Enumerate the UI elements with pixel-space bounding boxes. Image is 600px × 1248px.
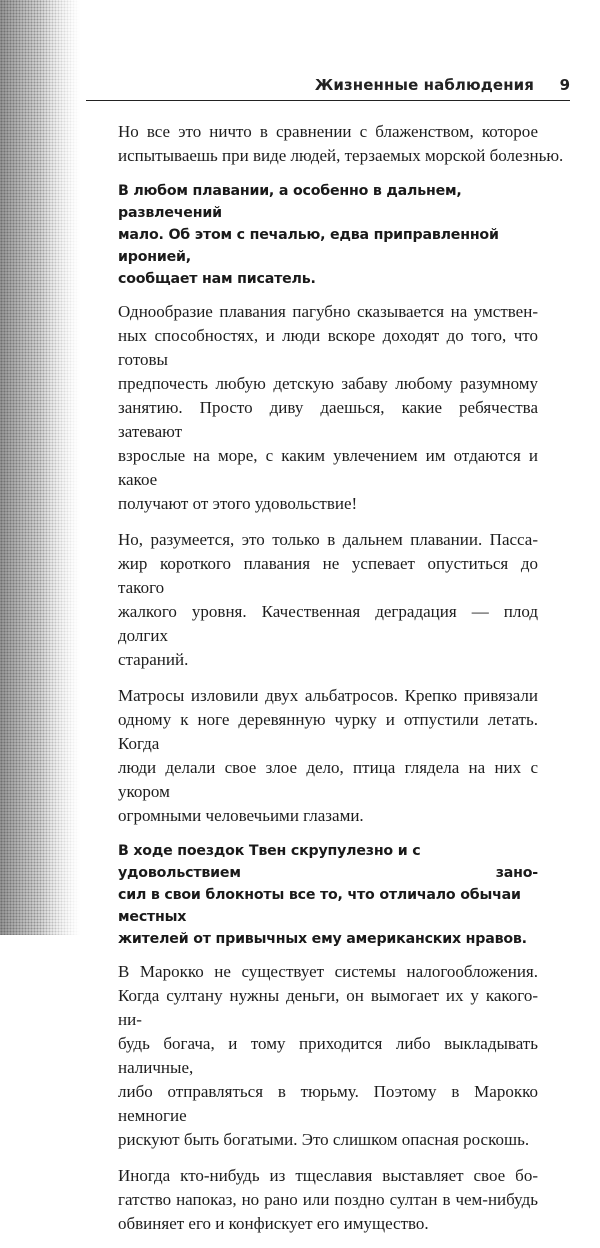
text-line: люди делали свое злое дело, птица глядела на них с укором <box>118 758 538 801</box>
paragraph <box>118 684 538 828</box>
text-line: жир короткого плавания не успевает опуститься до такого <box>118 554 538 597</box>
text-line: либо отправляться в тюрьму. Поэтому в Марокко немногие <box>118 1082 538 1125</box>
text-line: получают от этого удовольствие! <box>118 494 358 513</box>
text-line: жалкого уровня. Качественная деградация — плод долгих <box>118 602 538 645</box>
text-line: В ходе поездок Твен скрупулезно и с удовольствием зано- <box>118 843 538 881</box>
text-line: Когда султану нужны деньги, он вымогает их у какого-ни- <box>118 986 538 1029</box>
text-line: В любом плавании, а особенно в дальнем, развлечений <box>118 183 462 221</box>
text-line: жителей от привычных ему американских нравов. <box>118 931 527 947</box>
text-line: сообщает нам писатель. <box>118 271 316 287</box>
text-line: Иногда кто-нибудь из тщеславия выставляет свое бо- <box>118 1166 538 1185</box>
text-line: гатство напоказ, но рано или поздно султан в чем-нибудь <box>118 1190 538 1209</box>
text-line: Но все это ничто в сравнении с блаженством, которое <box>118 122 538 141</box>
text-line: взрослые на море, с каким увлечением им отдаются и какое <box>118 446 538 489</box>
section-heading <box>118 180 538 290</box>
text-line: стараний. <box>118 650 189 669</box>
section-heading <box>118 840 538 950</box>
text-line: предпочесть любую детскую забаву любому разумному <box>118 374 538 393</box>
running-header <box>86 74 570 101</box>
page-body <box>118 120 564 1248</box>
paragraph <box>118 300 538 516</box>
text-line: будь богача, и тому приходится либо выкладывать наличные, <box>118 1034 538 1077</box>
paragraph <box>118 960 538 1152</box>
text-line: Но, разумеется, это только в дальнем плавании. Пасса- <box>118 530 538 549</box>
text-line: Матросы изловили двух альбатросов. Крепко привязали <box>118 686 538 705</box>
paragraph <box>118 528 538 672</box>
text-line: одному к ноге деревянную чурку и отпустили летать. Когда <box>118 710 538 753</box>
text-line: занятию. Просто диву даешься, какие ребячества затевают <box>118 398 538 441</box>
running-header-title: Жизненные наблюдения <box>314 76 534 94</box>
text-line: В Марокко не существует системы налогообложения. <box>118 962 538 981</box>
text-line: мало. Об этом с печалью, едва приправленной иронией, <box>118 227 499 265</box>
page-number: 9 <box>559 76 570 94</box>
text-line: Однообразие плавания пагубно сказывается на умствен- <box>118 302 538 321</box>
paragraph <box>118 120 564 168</box>
text-line: рискуют быть богатыми. Это слишком опасная роскошь. <box>118 1130 530 1149</box>
text-line: ных способностях, и люди вскоре доходят до того, что готовы <box>118 326 538 369</box>
text-line: обвиняет его и конфискует его имущество. <box>118 1214 429 1233</box>
paragraph <box>118 1164 538 1236</box>
text-line: испытываешь при виде людей, терзаемых морской болезнью. <box>118 146 564 165</box>
text-line: огромными человечьими глазами. <box>118 806 364 825</box>
text-line: сил в свои блокноты все то, что отличало обычаи местных <box>118 887 521 925</box>
page-gutter-shadow <box>0 0 80 935</box>
